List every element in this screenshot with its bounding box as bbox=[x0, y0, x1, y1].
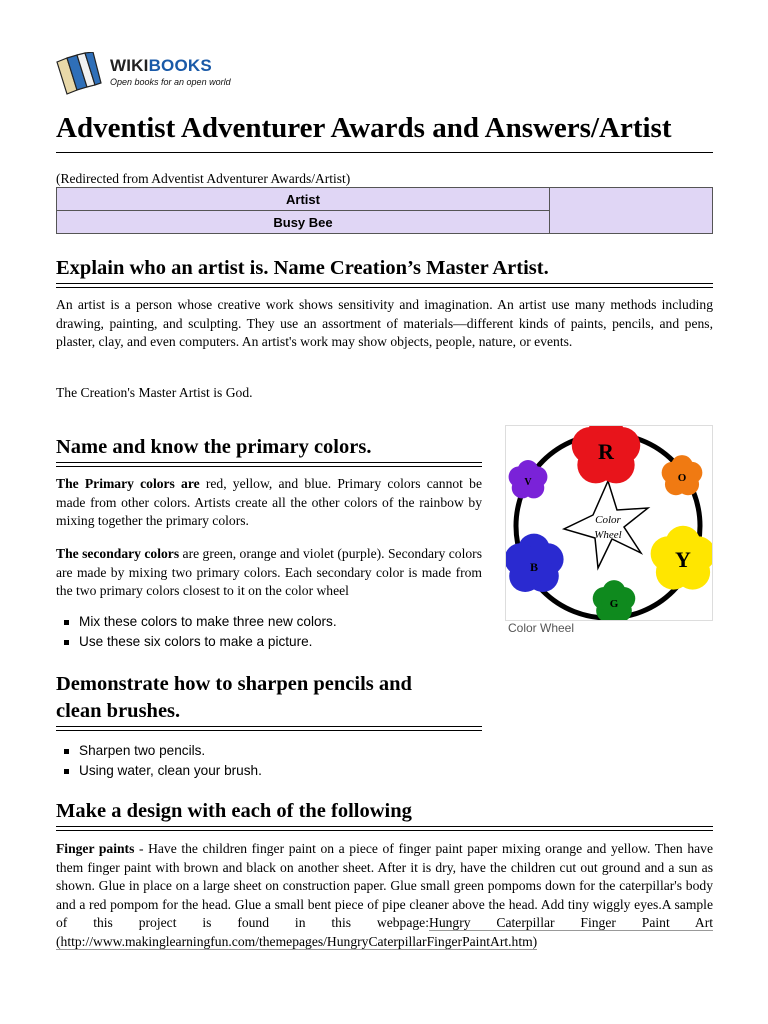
secondary-colors-text: are green, orange and violet (purple). Secondary colors are made by mixing two primary colors. Each secondary color is made from the two primary colors closest to it on the color wheel bbox=[56, 546, 482, 598]
navigation-table bbox=[56, 187, 713, 234]
artist-paragraph: An artist is a person whose creative work shows sensitivity and imagination. An artist use many methods including drawing, painting, and sculpting. They use an assortment of materials—different kinds of paints, pencils, and pens, plaster, clay, and even computers. An artist's work may show objects, people, nature, or events. bbox=[56, 297, 713, 349]
figure-caption: Color Wheel bbox=[508, 621, 575, 635]
label-r: R bbox=[598, 439, 614, 464]
nav-cell-empty bbox=[550, 188, 713, 234]
color-wheel-image bbox=[506, 426, 712, 620]
section-heading-design: Make a design with each of the following bbox=[56, 800, 412, 822]
primary-colors-paragraph bbox=[56, 475, 482, 531]
redirect-note bbox=[56, 171, 350, 187]
wheel-center-line2: Wheel bbox=[594, 529, 622, 541]
section-rule bbox=[56, 826, 713, 831]
secondary-colors-bold: The secondary colors bbox=[56, 546, 180, 561]
finger-paints-paragraph bbox=[56, 840, 713, 951]
label-b: B bbox=[529, 560, 539, 574]
nav-cell-artist[interactable]: Artist bbox=[57, 188, 550, 211]
primary-colors-bold: The Primary colors are bbox=[56, 476, 200, 491]
master-artist-paragraph: The Creation's Master Artist is God. bbox=[56, 385, 253, 400]
section-heading-sharpen-pencils bbox=[56, 671, 482, 725]
label-o: O bbox=[677, 472, 687, 484]
section-rule bbox=[56, 283, 713, 288]
page-title: Adventist Adventurer Awards and Answers/Artist bbox=[56, 112, 672, 144]
secondary-colors-paragraph bbox=[56, 545, 482, 601]
redirect-text: (Redirected from Adventist Adventurer Awards/Artist) bbox=[56, 171, 351, 186]
section-heading-primary-colors: Name and know the primary colors. bbox=[56, 436, 372, 458]
section-heading-artist: Explain who an artist is. Name Creation’s Master Artist. bbox=[56, 257, 549, 279]
color-wheel-figure[interactable] bbox=[505, 425, 713, 621]
primary-colors-text: red, yellow, and blue. Primary colors cannot be made from other colors. Artists create all the other colors of the rainbow by mixing together the primary colors. bbox=[56, 476, 482, 528]
label-v: V bbox=[524, 477, 532, 488]
section-rule bbox=[56, 726, 482, 731]
label-y: Y bbox=[675, 547, 691, 572]
list-item: Using water, clean your brush. bbox=[56, 761, 482, 781]
logo-wordmark: WIKIBOOKS bbox=[110, 56, 212, 75]
finger-paints-text: - Have the children finger paint on a piece of finger paint paper mixing orange and yellow. Then have them finger paint with brown and black on another sheet. After it is dry, have the children cut out ground and a sun as shown. Glue in place on a large sheet on construction paper. Glue small green pompoms down for the caterpillar's body and a red pompom for the head. Glue a small bent piece of pipe cleaner above the head. Add tiny wiggly eyes.A sample of this project is found in this webpage: bbox=[56, 841, 713, 930]
nav-cell-busy-bee[interactable]: Busy Bee bbox=[57, 211, 550, 234]
wheel-center-line1: Color bbox=[595, 514, 621, 526]
caterpillar-link[interactable]: Hungry Caterpillar Finger Paint Art (http://www.makinglearningfun.com/themepages/HungryCaterpillarFingerPaintArt.htm) bbox=[56, 915, 714, 949]
label-g: G bbox=[609, 598, 619, 610]
list-item: Sharpen two pencils. bbox=[56, 741, 482, 761]
primary-colors-bullets bbox=[56, 612, 482, 652]
heading-line2: clean brushes. bbox=[56, 700, 181, 722]
wikibooks-books-icon bbox=[55, 52, 105, 96]
title-rule bbox=[56, 152, 713, 153]
heading-line1: Demonstrate how to sharpen pencils and bbox=[56, 673, 412, 695]
finger-paints-bold: Finger paints bbox=[56, 841, 135, 856]
pencil-bullets bbox=[56, 741, 482, 781]
section-rule bbox=[56, 462, 482, 467]
logo-tagline: Open books for an open world bbox=[110, 77, 231, 87]
wikibooks-logo[interactable] bbox=[55, 52, 255, 100]
list-item: Mix these colors to make three new colors. bbox=[56, 612, 482, 632]
list-item: Use these six colors to make a picture. bbox=[56, 632, 482, 652]
